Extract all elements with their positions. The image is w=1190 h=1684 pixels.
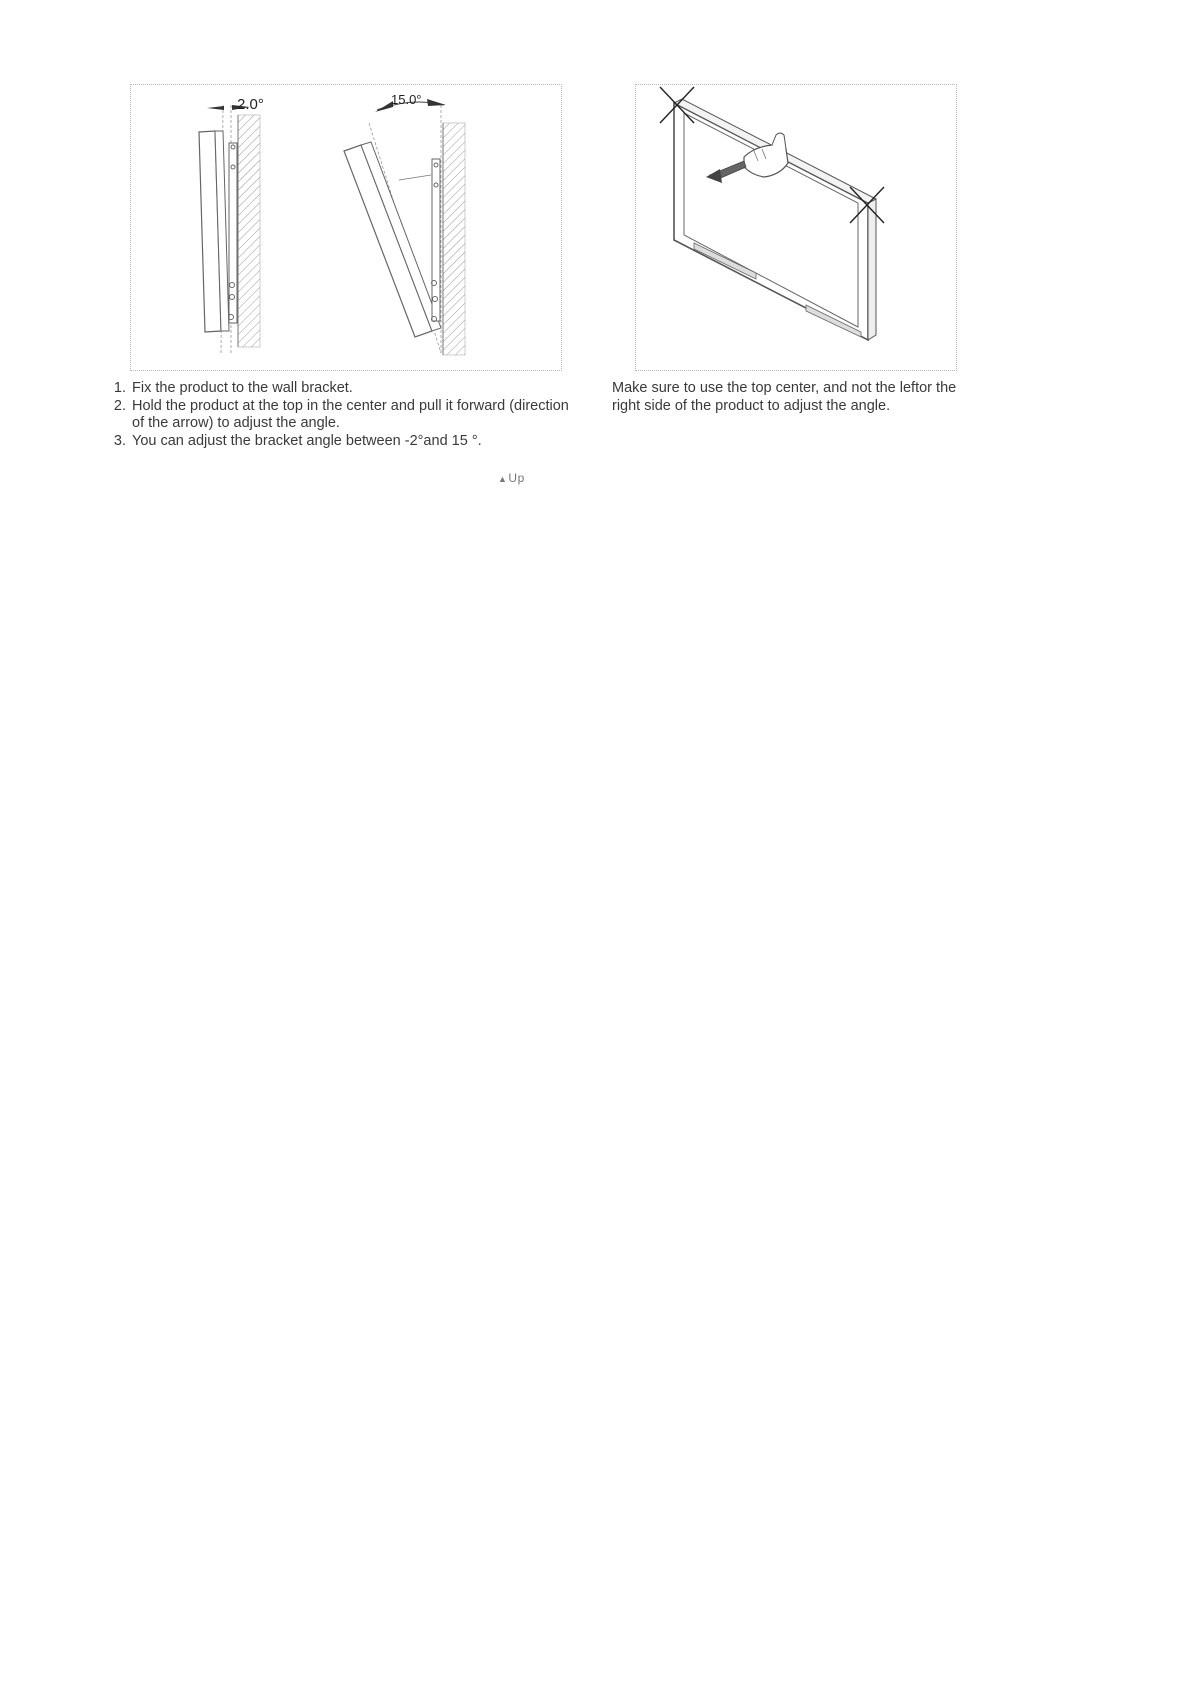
- instruction-list: [104, 380, 574, 450]
- minus-2-degree-diagram: [199, 96, 264, 353]
- angle-figure-panel: [130, 84, 562, 371]
- step-number: 1.: [113, 380, 126, 396]
- step-number: 2.: [113, 397, 126, 414]
- step-text: Hold the product at the top in the center and pull it forward (direction of the arrow) to adjust the angle.: [132, 397, 569, 431]
- instruction-step-2: [104, 398, 574, 433]
- plus-15-degree-diagram: [344, 92, 465, 355]
- pull-figure-panel: [635, 84, 957, 371]
- tv-pull-illustration: [636, 85, 956, 370]
- angle-label-15: 15.0°: [391, 92, 422, 107]
- wall-hatch-right: [443, 123, 465, 355]
- angle-label-minus-2: 2.0°: [237, 96, 264, 113]
- usage-note: Make sure to use the top center, and not the leftor the right side of the product to adjust the angle.: [612, 380, 957, 414]
- up-arrow-icon: ▲: [498, 474, 508, 484]
- tv-illustration: [674, 99, 876, 340]
- up-link[interactable]: [498, 471, 525, 485]
- step-text: Fix the product to the wall bracket.: [132, 380, 353, 396]
- step-number: 3.: [113, 432, 126, 449]
- wall-hatch-left: [238, 115, 260, 347]
- instruction-step-1: [104, 380, 574, 398]
- up-link-label: Up: [508, 471, 525, 485]
- step-text: You can adjust the bracket angle between -2°and 15 °.: [132, 432, 482, 449]
- instruction-step-3: [104, 433, 574, 451]
- bracket-angle-illustration: [131, 85, 561, 370]
